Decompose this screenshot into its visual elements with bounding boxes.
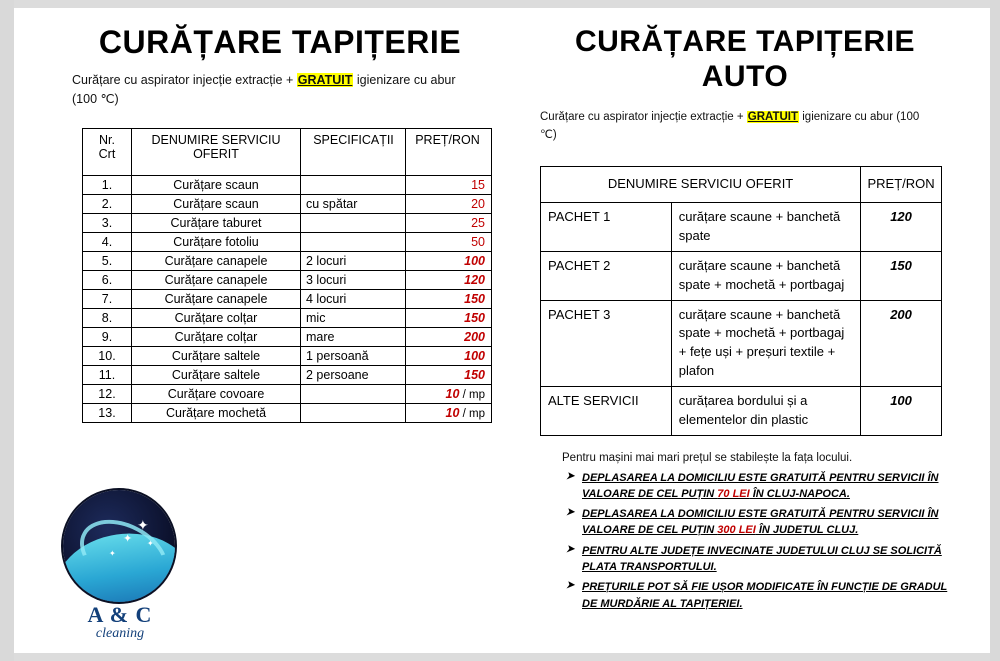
left-table-body bbox=[83, 175, 492, 422]
cell-pret bbox=[406, 194, 492, 213]
cell-pachet: PACHET 1 bbox=[541, 203, 672, 252]
price-value: 15 bbox=[471, 177, 485, 192]
table-header-row bbox=[541, 167, 942, 203]
cell-nr: 9. bbox=[83, 327, 132, 346]
page-edge-left bbox=[0, 0, 14, 661]
condition-item bbox=[582, 543, 960, 576]
cell-specificatii bbox=[301, 232, 406, 251]
page-edge-right bbox=[990, 0, 1000, 661]
cell-specificatii: 1 persoană bbox=[301, 346, 406, 365]
cell-pret bbox=[406, 213, 492, 232]
cell-serviciu: Curățare scaun bbox=[132, 175, 301, 194]
cell-pret bbox=[406, 308, 492, 327]
right-conditions-list bbox=[530, 470, 960, 612]
table-row bbox=[83, 308, 492, 327]
price-unit: / mp bbox=[459, 407, 485, 420]
left-column bbox=[60, 24, 500, 423]
cell-descriere: curățarea bordului și a elementelor din plastic bbox=[671, 387, 860, 436]
cell-pret bbox=[406, 289, 492, 308]
cell-nr: 7. bbox=[83, 289, 132, 308]
table-row bbox=[83, 270, 492, 289]
table-row bbox=[83, 327, 492, 346]
left-subtitle-after: igienizare cu abur (100 ℃) bbox=[72, 73, 456, 107]
cell-nr: 5. bbox=[83, 251, 132, 270]
right-column bbox=[530, 24, 960, 616]
cell-specificatii: cu spătar bbox=[301, 194, 406, 213]
table-row bbox=[83, 175, 492, 194]
cell-nr: 2. bbox=[83, 194, 132, 213]
cell-descriere: curățare scaune + banchetă spate bbox=[671, 203, 860, 252]
cell-pret bbox=[406, 232, 492, 251]
price-value: 120 bbox=[464, 272, 485, 287]
cell-specificatii bbox=[301, 175, 406, 194]
condition-amount: 70 LEI bbox=[717, 487, 750, 500]
cell-nr: 11. bbox=[83, 365, 132, 384]
cell-nr: 4. bbox=[83, 232, 132, 251]
table-row bbox=[83, 346, 492, 365]
price-value: 200 bbox=[464, 329, 485, 344]
cell-serviciu: Curățare scaun bbox=[132, 194, 301, 213]
table-row bbox=[83, 251, 492, 270]
cell-pachet: PACHET 2 bbox=[541, 251, 672, 300]
condition-text-end: ÎN JUDETUL CLUJ. bbox=[755, 524, 859, 537]
condition-item bbox=[582, 470, 960, 503]
header-denumire: DENUMIRE SERVICIU OFERIT bbox=[132, 128, 301, 175]
right-note: Pentru mașini mai mari prețul se stabilește la fața locului. bbox=[562, 451, 853, 464]
sparkle-icon: ✦ bbox=[137, 517, 149, 533]
cell-pachet: PACHET 3 bbox=[541, 300, 672, 386]
table-row bbox=[541, 387, 942, 436]
header-pret: PREȚ/RON bbox=[406, 128, 492, 175]
cell-serviciu: Curățare colțar bbox=[132, 308, 301, 327]
cell-specificatii: 2 locuri bbox=[301, 251, 406, 270]
cell-pret bbox=[406, 175, 492, 194]
right-table-head bbox=[541, 167, 942, 203]
header-pret-ron: PREȚ/RON bbox=[861, 167, 942, 203]
cell-pret bbox=[406, 403, 492, 422]
page-edge-top bbox=[0, 0, 1000, 8]
cell-pret bbox=[406, 270, 492, 289]
header-specificatii: SPECIFICAȚII bbox=[301, 128, 406, 175]
cell-serviciu: Curățare canapele bbox=[132, 289, 301, 308]
price-value: 150 bbox=[464, 310, 485, 325]
left-table-head bbox=[83, 128, 492, 175]
cell-specificatii: 2 persoane bbox=[301, 365, 406, 384]
logo-name: A & C bbox=[87, 602, 153, 627]
price-unit: / mp bbox=[459, 388, 485, 401]
cell-serviciu: Curățare saltele bbox=[132, 365, 301, 384]
condition-text-start: PENTRU ALTE JUDEȚE INVECINATE JUDETULUI CLUJ SE SOLICITĂ PLATA TRANSPORTULUI. bbox=[582, 544, 942, 574]
price-value: 20 bbox=[471, 196, 485, 211]
header-denumire-serviciu: DENUMIRE SERVICIU OFERIT bbox=[541, 167, 861, 203]
table-row bbox=[83, 213, 492, 232]
right-subtitle-after: igienizare cu abur (100 ℃) bbox=[540, 110, 920, 141]
price-value: 150 bbox=[464, 291, 485, 306]
cell-serviciu: Curățare canapele bbox=[132, 251, 301, 270]
right-title-line2: AUTO bbox=[701, 60, 789, 94]
condition-text-start: DEPLASAREA LA DOMICILIU ESTE GRATUITĂ PENTRU SERVICII ÎN VALOARE DE CEL PUȚIN bbox=[582, 471, 939, 500]
cell-nr: 10. bbox=[83, 346, 132, 365]
sparkle-icon: ✦ bbox=[123, 533, 133, 545]
left-title: CURĂȚARE TAPIȚERIE bbox=[98, 24, 462, 60]
price-value: 100 bbox=[464, 253, 485, 268]
cell-nr: 8. bbox=[83, 308, 132, 327]
left-subtitle-highlight: GRATUIT bbox=[297, 73, 353, 87]
cell-nr: 12. bbox=[83, 384, 132, 403]
price-value: 10 bbox=[445, 386, 460, 401]
cell-pret bbox=[406, 365, 492, 384]
cell-serviciu: Curățare covoare bbox=[132, 384, 301, 403]
left-subtitle-before: Curățare cu aspirator injecție extracție + bbox=[72, 73, 297, 87]
cell-pret bbox=[406, 327, 492, 346]
condition-amount: 300 LEI bbox=[717, 524, 756, 537]
page-edge-bottom bbox=[0, 653, 1000, 661]
condition-item bbox=[582, 579, 960, 612]
logo-tagline: cleaning bbox=[95, 626, 145, 641]
cell-serviciu: Curățare colțar bbox=[132, 327, 301, 346]
cell-specificatii: 3 locuri bbox=[301, 270, 406, 289]
cell-specificatii bbox=[301, 384, 406, 403]
price-value: 50 bbox=[471, 234, 485, 249]
cell-descriere: curățare scaune + banchetă spate + mochetă + portbagaj + fețe uși + preșuri textile + plafon bbox=[671, 300, 860, 386]
cell-serviciu: Curățare fotoliu bbox=[132, 232, 301, 251]
sparkle-icon: ✦ bbox=[109, 549, 116, 558]
sparkle-icon: ✦ bbox=[147, 539, 154, 548]
right-title-line1: CURĂȚARE TAPIȚERIE bbox=[574, 25, 916, 58]
logo bbox=[55, 490, 185, 650]
cell-specificatii: 4 locuri bbox=[301, 289, 406, 308]
table-row bbox=[541, 300, 942, 386]
right-subtitle-before: Curățare cu aspirator injecție extracție + bbox=[540, 110, 747, 123]
cell-pret bbox=[406, 251, 492, 270]
condition-text-start: PREȚURILE POT SĂ FIE UȘOR MODIFICATE ÎN FUNCȚIE DE GRADUL DE MURDĂRIE AL TAPIȚERIEI. bbox=[582, 581, 948, 610]
condition-text-end: ÎN CLUJ-NAPOCA. bbox=[749, 487, 850, 500]
cell-nr: 1. bbox=[83, 175, 132, 194]
right-table-body bbox=[541, 203, 942, 435]
table-row bbox=[83, 365, 492, 384]
cell-pret bbox=[406, 384, 492, 403]
price-value: 100 bbox=[464, 348, 485, 363]
cell-pret: 150 bbox=[861, 251, 942, 300]
condition-item bbox=[582, 506, 960, 539]
cell-descriere: curățare scaune + banchetă spate + mochetă + portbagaj bbox=[671, 251, 860, 300]
logo-circle-icon bbox=[63, 490, 175, 602]
price-value: 150 bbox=[464, 367, 485, 382]
table-row bbox=[83, 403, 492, 422]
cell-nr: 6. bbox=[83, 270, 132, 289]
cell-serviciu: Curățare taburet bbox=[132, 213, 301, 232]
cell-pret: 100 bbox=[861, 387, 942, 436]
left-price-table bbox=[82, 128, 492, 423]
table-header-row bbox=[83, 128, 492, 175]
cell-specificatii: mic bbox=[301, 308, 406, 327]
table-row bbox=[541, 251, 942, 300]
cell-nr: 13. bbox=[83, 403, 132, 422]
cell-pret: 120 bbox=[861, 203, 942, 252]
price-value: 25 bbox=[471, 215, 485, 230]
cell-pachet: ALTE SERVICII bbox=[541, 387, 672, 436]
table-row bbox=[83, 289, 492, 308]
cell-specificatii: mare bbox=[301, 327, 406, 346]
cell-nr: 3. bbox=[83, 213, 132, 232]
condition-text-start: DEPLASAREA LA DOMICILIU ESTE GRATUITĂ PENTRU SERVICII ÎN VALOARE DE CEL PUȚIN bbox=[582, 508, 939, 537]
right-package-table bbox=[540, 166, 942, 435]
right-subtitle bbox=[540, 109, 930, 145]
cell-specificatii bbox=[301, 403, 406, 422]
right-subtitle-highlight: GRATUIT bbox=[747, 110, 799, 123]
cell-pret: 200 bbox=[861, 300, 942, 386]
price-value: 10 bbox=[445, 405, 460, 420]
left-subtitle bbox=[72, 71, 472, 110]
right-title bbox=[530, 24, 960, 95]
cell-serviciu: Curățare saltele bbox=[132, 346, 301, 365]
cell-pret bbox=[406, 346, 492, 365]
cell-serviciu: Curățare canapele bbox=[132, 270, 301, 289]
cell-specificatii bbox=[301, 213, 406, 232]
header-nr-crt: Nr. Crt bbox=[83, 128, 132, 175]
table-row bbox=[83, 384, 492, 403]
cell-serviciu: Curățare mochetă bbox=[132, 403, 301, 422]
table-row bbox=[541, 203, 942, 252]
table-row bbox=[83, 232, 492, 251]
table-row bbox=[83, 194, 492, 213]
